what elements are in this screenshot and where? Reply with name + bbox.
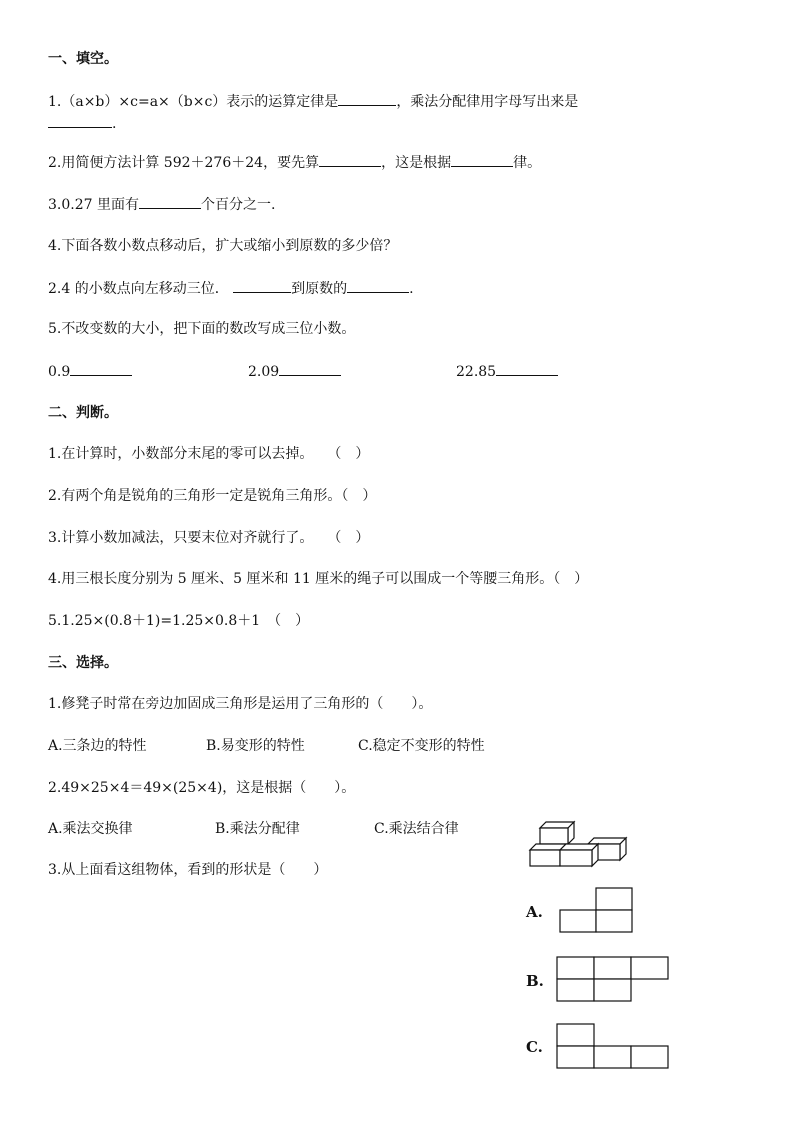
judge-item-5: 5.1.25×(0.8＋1)=1.25×0.8＋1 （ ） <box>48 613 310 629</box>
answer-blank[interactable] <box>233 279 291 293</box>
choice-option-b[interactable]: B.乘法分配律 <box>215 821 300 837</box>
question-1-4a <box>48 279 414 298</box>
q5-item-3 <box>456 362 558 381</box>
option-label-c: C. <box>526 1038 543 1056</box>
q4a-text-b: 到原数的 <box>291 281 348 297</box>
choice-question-1: 1.修凳子时常在旁边加固成三角形是运用了三角形的（ ）。 <box>48 696 433 712</box>
q3-text-b: 个百分之一. <box>200 197 276 213</box>
q4a-end: . <box>409 281 414 297</box>
view-option-b-figure[interactable] <box>524 953 674 1005</box>
option-label-b: B. <box>526 972 544 990</box>
q2-text-a: 2.用简便方法计算 592＋276＋24，要先算 <box>48 155 320 171</box>
question-1-5: 5.不改变数的大小，把下面的数改写成三位小数。 <box>48 321 356 337</box>
q5-number: 0.9 <box>48 364 71 380</box>
answer-blank[interactable] <box>279 362 341 376</box>
answer-blank[interactable] <box>451 153 513 167</box>
judge-item-1: 1.在计算时，小数部分末尾的零可以去掉。 （ ） <box>48 446 370 462</box>
q5-number: 22.85 <box>456 364 497 380</box>
section3-heading: 三、选择。 <box>48 655 118 671</box>
choice-option-b[interactable]: B.易变形的特性 <box>206 738 305 754</box>
q2-text-c: 律。 <box>513 155 542 171</box>
answer-blank[interactable] <box>319 153 381 167</box>
q2-text-b: ，这是根据 <box>381 155 452 171</box>
answer-blank[interactable] <box>347 279 409 293</box>
q5-item-2 <box>248 362 341 381</box>
choice-option-a[interactable]: A.乘法交换律 <box>48 821 133 837</box>
section1-heading: 一、填空。 <box>48 51 118 67</box>
answer-blank[interactable] <box>48 114 112 128</box>
view-option-c-figure[interactable] <box>524 1020 674 1072</box>
q1-end: . <box>112 116 117 132</box>
choice-option-c[interactable]: C.乘法结合律 <box>374 821 459 837</box>
judge-item-3: 3.计算小数加减法，只要末位对齐就行了。 （ ） <box>48 530 370 546</box>
cube-stack-figure <box>526 818 646 870</box>
cube-front-face <box>540 828 568 844</box>
question-1-2 <box>48 153 541 172</box>
q4a-text-a: 2.4 的小数点向左移动三位． <box>48 281 229 297</box>
choice-question-3: 3.从上面看这组物体，看到的形状是（ ） <box>48 862 328 878</box>
choice-option-a[interactable]: A.三条边的特性 <box>48 738 147 754</box>
answer-blank[interactable] <box>70 362 132 376</box>
judge-item-4: 4.用三根长度分别为 5 厘米、5 厘米和 11 厘米的绳子可以围成一个等腰三角形。（ ） <box>48 571 589 587</box>
option-label-a: A. <box>526 903 543 921</box>
q5-number: 2.09 <box>248 364 280 380</box>
answer-blank[interactable] <box>139 195 201 209</box>
judge-item-2: 2.有两个角是锐角的三角形一定是锐角三角形。（ ） <box>48 488 377 504</box>
answer-blank[interactable] <box>338 92 396 106</box>
choice-question-2: 2.49×25×4＝49×(25×4)，这是根据（ ）。 <box>48 780 356 796</box>
q1-text-a: 1.（a×b）×c=a×（b×c）表示的运算定律是 <box>48 94 339 110</box>
question-1-1-cont <box>48 114 116 133</box>
view-option-a-figure[interactable] <box>524 884 644 936</box>
answer-blank[interactable] <box>496 362 558 376</box>
question-1-4: 4.下面各数小数点移动后，扩大或缩小到原数的多少倍？ <box>48 238 398 254</box>
q1-text-b: ，乘法分配律用字母写出来是 <box>396 94 579 110</box>
q3-text-a: 3.0.27 里面有 <box>48 197 139 213</box>
q5-item-1 <box>48 362 132 381</box>
choice-option-c[interactable]: C.稳定不变形的特性 <box>358 738 485 754</box>
section2-heading: 二、判断。 <box>48 405 118 421</box>
question-1-1 <box>48 92 578 111</box>
question-1-3 <box>48 195 275 214</box>
